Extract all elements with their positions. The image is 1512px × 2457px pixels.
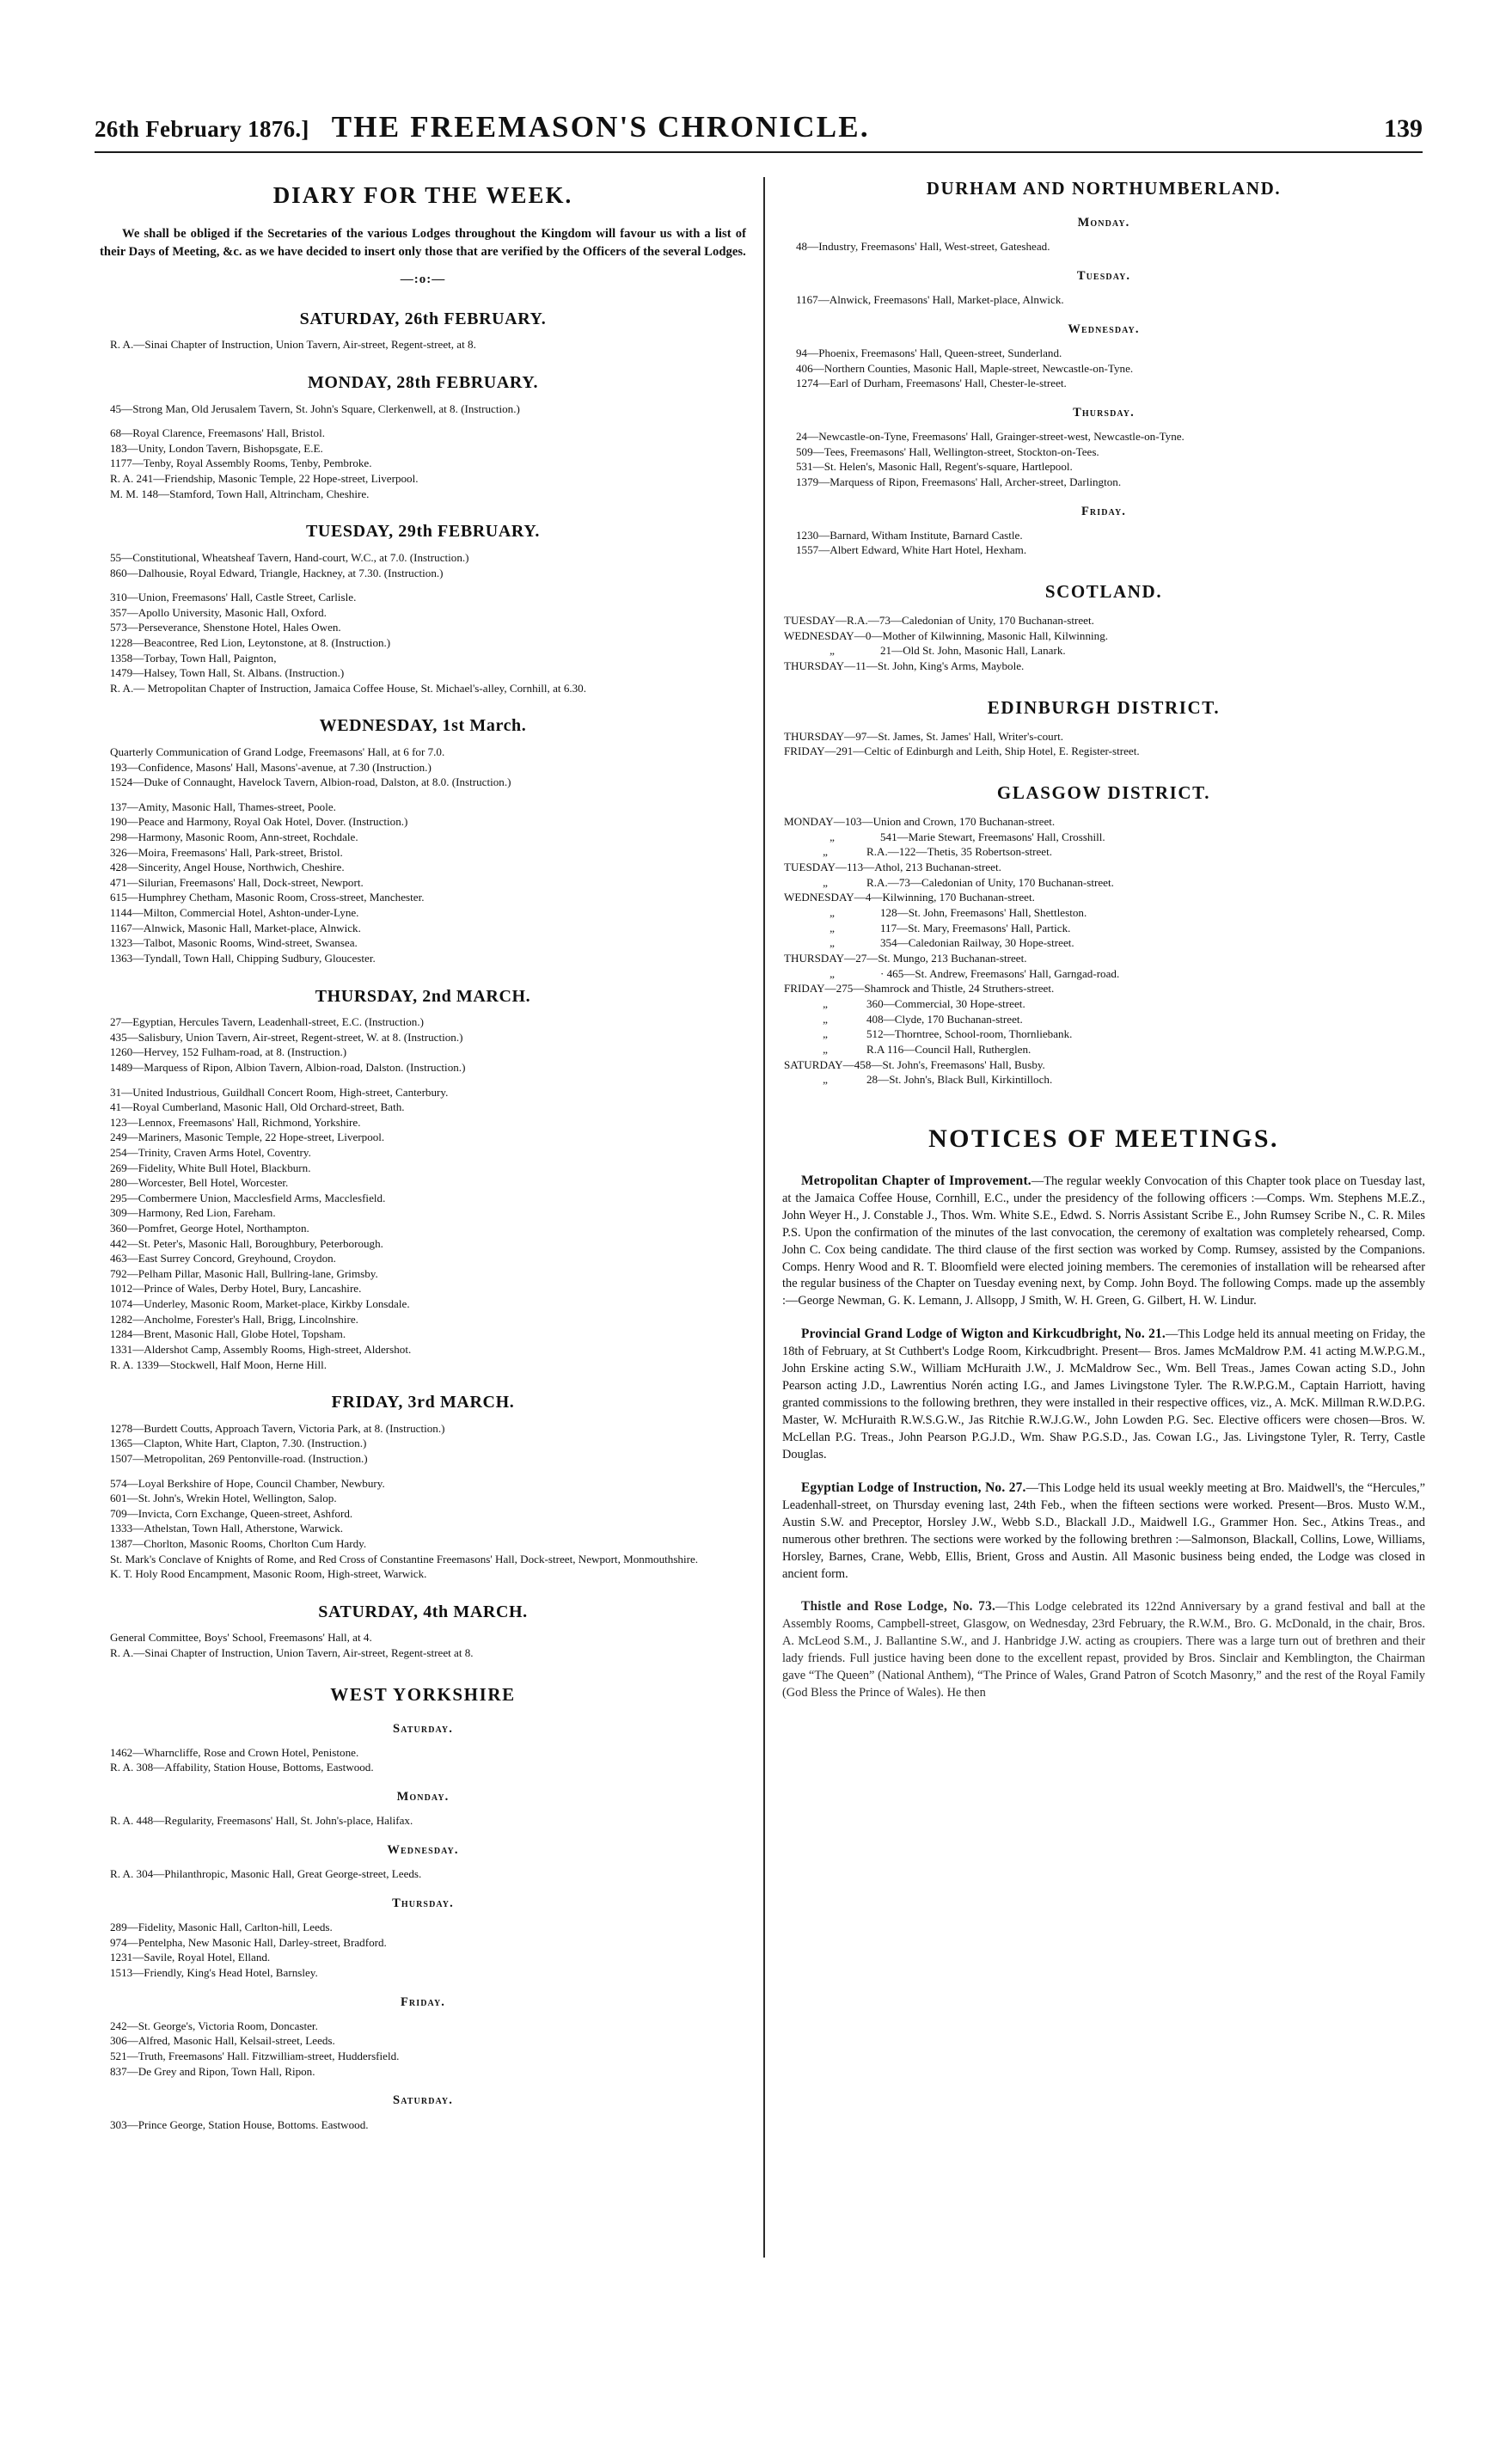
diary-entry-group	[96, 1630, 750, 1660]
diary-day-title: THURSDAY, 2nd MARCH.	[315, 986, 531, 1006]
notice-body: —The regular weekly Convocation of this Chapter took place on Tuesday last, at the Jamaica Coffee House, Cornhill, E.C., under the presidency of the following officers :—Comps. Wm. Stephens M.E.Z., John Weyer H., J. Constable J., Thos. Wm. White S.E., Edwd. S. Norris Assistant Scribe E., John Rumsey Scribe N., C. R. Miles P.S. Upon the confirmation of the minutes of the last convocation, the ceremony of exaltation was completely rehearsed, Comp. John C. Cox being candidate. The third clause of the first section was worked by Comp. Rumsey, assisted by the Companions. Comps. Henry Wood and R. T. Bloomfield were elected joining members. The ceremonies of installation will be rehearsed after the regular business of the Chapter on Tuesday evening next, by Comp. John Boyd. The following Comps. made up the assembly :—George Newman, G. K. Lemann, J. Allsopp, J Smith, W. H. Green, G. Gilbert, H. W. Lindur.	[782, 1173, 1425, 1308]
district-entry-text: 360—Commercial, 30 Hope-street.	[866, 996, 1025, 1010]
notice-article	[782, 1597, 1425, 1702]
lodge-entry: General Committee, Boys' School, Freemasons' Hall, at 4.	[110, 1631, 372, 1645]
lodge-entry: R. A.—Sinai Chapter of Instruction, Union Tavern, Air-street, Regent-street at 8.	[110, 1646, 474, 1659]
lodge-entry: 1167—Alnwick, Masonic Hall, Market-place, Alnwick.	[110, 921, 361, 934]
district-entry	[782, 659, 1425, 674]
edinburgh-title: EDINBURGH DISTRICT.	[987, 696, 1221, 718]
notices-title: NOTICES OF MEETINGS.	[928, 1124, 1279, 1153]
lodge-entry: 190—Peace and Harmony, Royal Oak Hotel, Dover. (Instruction.)	[110, 815, 408, 829]
lodge-entry: 123—Lennox, Freemasons' Hall, Richmond, Yorkshire.	[110, 1115, 361, 1129]
diary-entry-group	[96, 426, 750, 501]
lodge-entry: 615—Humphrey Chetham, Masonic Room, Cross-street, Manchester.	[110, 891, 425, 904]
diary-entry-group	[96, 1421, 750, 1467]
district-entry	[782, 613, 1425, 628]
lodge-entry: 27—Egyptian, Hercules Tavern, Leadenhall-street, E.C. (Instruction.)	[110, 1015, 424, 1029]
lodge-entry: 303—Prince George, Station House, Bottoms. Eastwood.	[110, 2117, 369, 2131]
district-day-label: „	[829, 921, 835, 934]
lodge-entry: R. A. 241—Friendship, Masonic Temple, 22 Hope-street, Liverpool.	[110, 472, 419, 486]
diary-title: DIARY FOR THE WEEK.	[272, 182, 573, 208]
lodge-entry: 1231—Savile, Royal Hotel, Elland.	[110, 1951, 271, 1964]
diary-intro-text: We shall be obliged if the Secretaries of the various Lodges throughout the Kingdom will favour us with a list of their Days of Meeting, &c. as we have decided to insert only those that are verified by the Officers of the several Lodges.	[100, 226, 746, 259]
lodge-entry: 31—United Industrious, Guildhall Concert Room, High-street, Canterbury.	[110, 1085, 449, 1099]
district-entry	[782, 966, 1425, 982]
district-day-label: „	[829, 644, 835, 658]
district-entry	[782, 996, 1425, 1012]
diary-day-title: SATURDAY, 4th MARCH.	[318, 1602, 528, 1621]
district-day-label: THURSDAY	[784, 659, 845, 672]
district-entry-text: 128—St. John, Freemasons' Hall, Shettleston.	[880, 905, 1087, 919]
lodge-entry: 1282—Ancholme, Forester's Hall, Brigg, Lincolnshire.	[110, 1312, 358, 1326]
lodge-entry: 55—Constitutional, Wheatsheaf Tavern, Hand-court, W.C., at 7.0. (Instruction.)	[110, 550, 469, 564]
district-day-label: TUESDAY	[784, 613, 836, 627]
lodge-entry: 435—Salisbury, Union Tavern, Air-street, Regent-street, W. at 8. (Instruction.)	[110, 1030, 463, 1044]
weekday-entry-list	[782, 239, 1425, 254]
lodge-entry: 41—Royal Cumberland, Masonic Hall, Old Orchard-street, Bath.	[110, 1100, 405, 1114]
district-day-label: WEDNESDAY	[784, 628, 854, 642]
lodge-entry: 521—Truth, Freemasons' Hall. Fitzwilliam-street, Huddersfield.	[110, 2050, 400, 2063]
lodge-entry: 792—Pelham Pillar, Masonic Hall, Bullring-lane, Grimsby.	[110, 1266, 378, 1280]
lodge-entry: 406—Northern Counties, Masonic Hall, Maple-street, Newcastle-on-Tyne.	[796, 361, 1134, 375]
district-day-label: THURSDAY	[784, 729, 845, 743]
lodge-entry: 242—St. George's, Victoria Room, Doncaster.	[110, 2019, 318, 2032]
glasgow-title: GLASGOW DISTRICT.	[996, 781, 1211, 803]
district-entry-text: R.A.—122—Thetis, 35 Robertson-street.	[866, 845, 1053, 859]
district-entry-text: —113—Athol, 213 Buchanan-street.	[835, 860, 1001, 873]
lodge-entry: 1524—Duke of Connaught, Havelock Tavern, Albion-road, Dalston, at 8.0. (Instruction.)	[110, 775, 511, 789]
district-entry-text: —0—Mother of Kilwinning, Masonic Hall, Kilwinning.	[854, 628, 1109, 642]
lodge-entry: 1557—Albert Edward, White Hart Hotel, Hexham.	[796, 543, 1027, 557]
district-entry	[782, 643, 1425, 659]
lodge-entry: 310—Union, Freemasons' Hall, Castle Street, Carlisle.	[110, 591, 357, 604]
scotland-title: SCOTLAND.	[1044, 581, 1163, 603]
lodge-entry: R. A. 304—Philanthropic, Masonic Hall, Great George-street, Leeds.	[110, 1867, 422, 1881]
diary-entry-group	[96, 337, 750, 352]
lodge-entry: 1489—Marquess of Ripon, Albion Tavern, Albion-road, Dalston. (Instruction.)	[110, 1060, 466, 1074]
district-entry-text: —103—Union and Crown, 170 Buchanan-street.	[833, 814, 1056, 828]
diary-day-title: WEDNESDAY, 1st March.	[319, 716, 527, 736]
lodge-entry: 298—Harmony, Masonic Room, Ann-street, Rochdale.	[110, 830, 358, 844]
weekday-entry-list	[96, 2117, 750, 2133]
notice-body: —This Lodge held its usual weekly meeting at Bro. Maidwell's, the “Hercules,” Leadenhall-street, on Thursday evening last, 24th Feb., when the fifteen sections were worked. Present—Bros. Musto W.M., Austin S.W. and Preceptor, Horsley J.W., Webb S.D., Blackall J.D., Maidwell I.G., Grammer Hon. Sec., Atkins Treas., and numerous other brethren. The sections were worked by the following brethren :—Salmonson, Blackall, Collins, Lowe, Williams, Horsley, Barnes, Crane, Webb, Ellis, Brient, Gross and Austin. All Masonic business being ended, the Lodge was closed in ancient form.	[782, 1480, 1426, 1581]
notice-lead: Provincial Grand Lodge of Wigton and Kirkcudbright, No. 21.	[801, 1327, 1166, 1342]
page-number: 139	[1384, 114, 1423, 143]
notice-lead: Metropolitan Chapter of Improvement.	[801, 1173, 1031, 1188]
lodge-entry: 269—Fidelity, White Bull Hotel, Blackburn.	[110, 1161, 311, 1174]
district-entry	[782, 921, 1425, 936]
lodge-entry: 860—Dalhousie, Royal Edward, Triangle, Hackney, at 7.30. (Instruction.)	[110, 566, 444, 579]
district-day-label: „	[823, 1012, 828, 1026]
district-entry	[782, 875, 1425, 891]
scotland-entry-list	[782, 613, 1425, 674]
glasgow-container	[782, 814, 1425, 1088]
lodge-entry: 1167—Alnwick, Freemasons' Hall, Market-place, Alnwick.	[796, 293, 1064, 307]
district-entry-text: · 465—St. Andrew, Freemasons' Hall, Garngad-road.	[880, 966, 1120, 980]
weekday-subheading: Wednesday.	[387, 1842, 459, 1857]
district-entry-text: 28—St. John's, Black Bull, Kirkintilloch.	[866, 1073, 1053, 1087]
lodge-entry: 309—Harmony, Red Lion, Fareham.	[110, 1206, 276, 1220]
durham-container	[782, 215, 1425, 558]
masthead-rule	[95, 151, 1423, 153]
diary-entry-group	[96, 550, 750, 580]
diary-entry-group	[96, 1085, 750, 1373]
diary-entry-group	[96, 1476, 750, 1582]
notice-article	[782, 1172, 1425, 1311]
district-entry-text: R.A 116—Council Hall, Rutherglen.	[866, 1042, 1031, 1056]
publication-title: THE FREEMASON'S CHRONICLE.	[331, 110, 870, 144]
lodge-entry: 360—Pomfret, George Hotel, Northampton.	[110, 1222, 309, 1235]
edinburgh-entry-list	[782, 729, 1425, 759]
lodge-entry: 45—Strong Man, Old Jerusalem Tavern, St. John's Square, Clerkenwell, at 8. (Instruction.)	[110, 401, 520, 415]
lodge-entry: R. A. 1339—Stockwell, Half Moon, Herne Hill.	[110, 1357, 327, 1371]
right-column	[782, 175, 1425, 1717]
district-entry	[782, 981, 1425, 996]
district-day-label: „	[829, 936, 835, 950]
lodge-entry: R. A.—Sinai Chapter of Instruction, Union Tavern, Air-street, Regent-street, at 8.	[110, 338, 476, 352]
diary-day-title: TUESDAY, 29th FEBRUARY.	[305, 522, 541, 542]
weekday-subheading: Monday.	[396, 1790, 450, 1804]
district-day-label: FRIDAY	[784, 982, 825, 996]
masthead	[95, 110, 1423, 144]
notice-lead: Thistle and Rose Lodge, No. 73.	[801, 1599, 996, 1615]
lodge-entry: M. M. 148—Stamford, Town Hall, Altrincham, Cheshire.	[110, 487, 370, 500]
lodge-entry: R. A.— Metropolitan Chapter of Instruction, Jamaica Coffee House, St. Michael's-alley, Cornhill, at 6.30.	[110, 681, 587, 695]
diary-day-title: MONDAY, 28th FEBRUARY.	[307, 373, 539, 393]
lodge-entry: 68—Royal Clarence, Freemasons' Hall, Bristol.	[110, 426, 326, 440]
lodge-entry: 306—Alfred, Masonic Hall, Kelsail-street, Leeds.	[110, 2034, 335, 2048]
weekday-entry-list	[96, 1920, 750, 1980]
weekday-subheading: Thursday.	[392, 1896, 454, 1910]
district-day-label: „	[829, 966, 835, 980]
scotland-container	[782, 613, 1425, 674]
weekday-subheading: Tuesday.	[1076, 268, 1131, 283]
weekday-entry-list	[782, 528, 1425, 558]
lodge-entry: 1479—Halsey, Town Hall, St. Albans. (Instruction.)	[110, 666, 345, 680]
lodge-entry: R. A. 448—Regularity, Freemasons' Hall, St. John's-place, Halifax.	[110, 1814, 413, 1828]
district-entry-text: 512—Thorntree, School-room, Thornliebank.	[866, 1027, 1073, 1041]
glasgow-entry-list	[782, 814, 1425, 1088]
district-entry	[782, 951, 1425, 966]
district-entry-text: R.A.—73—Caledonian of Unity, 170 Buchanan-street.	[866, 875, 1114, 889]
notice-article	[782, 1479, 1425, 1584]
diary-entry-group	[96, 744, 750, 790]
district-entry-text: —97—St. James, St. James' Hall, Writer's-court.	[844, 729, 1063, 743]
weekday-entry-list	[782, 346, 1425, 391]
diary-day-title: FRIDAY, 3rd MARCH.	[331, 1393, 515, 1412]
column-divider-rule	[763, 177, 765, 2258]
lodge-entry: 837—De Grey and Ripon, Town Hall, Ripon.	[110, 2064, 315, 2078]
lodge-entry: 137—Amity, Masonic Hall, Thames-street, Poole.	[110, 800, 336, 813]
district-entry-text: —11—St. John, King's Arms, Maybole.	[844, 659, 1025, 672]
lodge-entry: 1365—Clapton, White Hart, Clapton, 7.30. (Instruction.)	[110, 1437, 367, 1450]
lodge-entry: 574—Loyal Berkshire of Hope, Council Chamber, Newbury.	[110, 1476, 385, 1490]
lodge-entry: 280—Worcester, Bell Hotel, Worcester.	[110, 1176, 289, 1190]
lodge-entry: 94—Phoenix, Freemasons' Hall, Queen-street, Sunderland.	[796, 346, 1062, 359]
west-yorkshire-title: WEST YORKSHIRE	[330, 1683, 516, 1705]
lodge-entry: 1462—Wharncliffe, Rose and Crown Hotel, Penistone.	[110, 1745, 359, 1759]
lodge-entry: 254—Trinity, Craven Arms Hotel, Coventry.	[110, 1145, 311, 1159]
lodge-entry: 1284—Brent, Masonic Hall, Globe Hotel, Topsham.	[110, 1327, 346, 1341]
notice-article	[782, 1325, 1425, 1464]
district-entry-text: 117—St. Mary, Freemasons' Hall, Partick.	[880, 921, 1071, 934]
diary-days-container	[96, 308, 750, 1661]
diary-entry-group	[96, 800, 750, 966]
district-day-label: „	[829, 905, 835, 919]
lodge-entry: 1177—Tenby, Royal Assembly Rooms, Tenby, Pembroke.	[110, 456, 372, 470]
district-entry	[782, 1026, 1425, 1042]
district-entry-text: —27—St. Mungo, 213 Buchanan-street.	[844, 951, 1027, 965]
district-entry	[782, 1012, 1425, 1027]
diary-day-title: SATURDAY, 26th FEBRUARY.	[299, 309, 547, 328]
weekday-subheading: Friday.	[400, 1994, 446, 2009]
lodge-entry: 1144—Milton, Commercial Hotel, Ashton-under-Lyne.	[110, 906, 359, 920]
diary-entry-group	[96, 401, 750, 417]
weekday-entry-list	[96, 2019, 750, 2079]
lodge-entry: 471—Silurian, Freemasons' Hall, Dock-street, Newport.	[110, 875, 364, 889]
weekday-entry-list	[782, 429, 1425, 489]
district-day-label: „	[829, 830, 835, 843]
lodge-entry: 531—St. Helen's, Masonic Hall, Regent's-square, Hartlepool.	[796, 460, 1073, 474]
lodge-entry: 1230—Barnard, Witham Institute, Barnard Castle.	[796, 528, 1023, 542]
lodge-entry: 442—St. Peter's, Masonic Hall, Boroughbury, Peterborough.	[110, 1236, 383, 1250]
weekday-entry-list	[96, 1745, 750, 1775]
lodge-entry: 24—Newcastle-on-Tyne, Freemasons' Hall, Grainger-street-west, Newcastle-on-Tyne.	[796, 430, 1185, 444]
district-entry	[782, 729, 1425, 744]
notice-lead: Egyptian Lodge of Instruction, No. 27.	[801, 1480, 1026, 1495]
diary-entry-group	[96, 1014, 750, 1075]
district-entry-text: —4—Kilwinning, 170 Buchanan-street.	[854, 891, 1035, 904]
district-day-label: WEDNESDAY	[784, 891, 854, 904]
district-day-label: „	[823, 1027, 828, 1041]
district-entry	[782, 844, 1425, 860]
lodge-entry: 357—Apollo University, Masonic Hall, Oxford.	[110, 605, 327, 619]
lodge-entry: Quarterly Communication of Grand Lodge, Freemasons' Hall, at 6 for 7.0.	[110, 744, 445, 758]
district-entry-text: —291—Celtic of Edinburgh and Leith, Ship Hotel, E. Register-street.	[824, 744, 1140, 758]
district-entry	[782, 1057, 1425, 1073]
lodge-entry: 183—Unity, London Tavern, Bishopsgate, E.E.	[110, 441, 323, 455]
district-entry-text: —458—St. John's, Freemasons' Hall, Busby.	[842, 1057, 1045, 1071]
district-entry-text: —275—Shamrock and Thistle, 24 Struthers-street.	[824, 982, 1055, 996]
lodge-entry: 1012—Prince of Wales, Derby Hotel, Bury, Lancashire.	[110, 1282, 362, 1296]
diary-entry-group	[96, 590, 750, 695]
lodge-entry: 1274—Earl of Durham, Freemasons' Hall, Chester-le-street.	[796, 377, 1067, 390]
district-day-label: TUESDAY	[784, 860, 836, 873]
lodge-entry: 1358—Torbay, Town Hall, Paignton,	[110, 651, 277, 665]
lodge-entry: 509—Tees, Freemasons' Hall, Wellington-street, Stockton-on-Tees.	[796, 444, 1099, 458]
lodge-entry: K. T. Holy Rood Encampment, Masonic Room, High-street, Warwick.	[110, 1567, 427, 1581]
weekday-subheading: Thursday.	[1073, 405, 1135, 420]
lodge-entry: 1260—Hervey, 152 Fulham-road, at 8. (Instruction.)	[110, 1045, 347, 1059]
district-entry-text: 541—Marie Stewart, Freemasons' Hall, Crosshill.	[880, 830, 1105, 843]
district-entry	[782, 830, 1425, 845]
durham-title: DURHAM AND NORTHUMBERLAND.	[926, 178, 1282, 199]
diary-intro	[100, 225, 746, 261]
lodge-entry: 463—East Surrey Concord, Greyhound, Croydon.	[110, 1252, 336, 1265]
district-day-label: THURSDAY	[784, 951, 845, 965]
weekday-entry-list	[96, 1866, 750, 1882]
lodge-entry: 1228—Beacontree, Red Lion, Leytonstone, at 8. (Instruction.)	[110, 635, 391, 649]
district-entry-text: 408—Clyde, 170 Buchanan-street.	[866, 1012, 1023, 1026]
district-entry	[782, 890, 1425, 905]
weekday-subheading: Saturday.	[393, 1721, 453, 1736]
section-divider: —:o:—	[400, 272, 446, 286]
weekday-entry-list	[782, 292, 1425, 308]
west-yorkshire-container	[96, 1721, 750, 2133]
notice-body: —This Lodge held its annual meeting on Friday, the 18th of February, at St Cuthbert's Lodge Room, Kirkcudbright. Present— Bros. James McMaldrow P.M. 41 acting M.W.P.G.M., John Erskine acting S.W., William McHuraith J.W., J. McMaldrow Sec., Wm. Bell Treas., James Cowan acting S.D., John Pearson acting J.D., Lawrentius Norén acting I.G., and James Livingstone Tyler. The R.W.P.G.M., Captain Harriott, having granted commissions to the following brethren, they were installed in their respective offices, viz., A. McK. Millman R.W.D.P.G. Master, W. McHuraith R.W.S.G.W., Jas Ritchie R.W.J.G.W., John Lowden P.G. Sec. Elective officers were chosen—Bros. W. McLellan P.G. Treas., John Pearson P.G.J.D., Wm. Shaw P.G.S.D., Jas. Cowan I.G., Jas. Livingstone Tyler, R. Terry, Castle Douglas.	[782, 1327, 1426, 1461]
district-entry	[782, 935, 1425, 951]
lodge-entry: St. Mark's Conclave of Knights of Rome, and Red Cross of Constantine Freemasons' Hall, Dock-street, Newport, Monmouthshire.	[110, 1552, 699, 1565]
lodge-entry: 289—Fidelity, Masonic Hall, Carlton-hill, Leeds.	[110, 1921, 333, 1934]
notices-container	[782, 1172, 1425, 1702]
left-column	[96, 175, 750, 2135]
lodge-entry: 1331—Aldershot Camp, Assembly Rooms, High-street, Aldershot.	[110, 1342, 412, 1356]
weekday-subheading: Monday.	[1077, 215, 1130, 230]
district-entry	[782, 628, 1425, 644]
lodge-entry: 1507—Metropolitan, 269 Pentonville-road. (Instruction.)	[110, 1451, 368, 1465]
weekday-subheading: Friday.	[1080, 504, 1127, 518]
district-day-label: „	[823, 875, 828, 889]
lodge-entry: 249—Mariners, Masonic Temple, 22 Hope-street, Liverpool.	[110, 1130, 385, 1144]
district-day-label: FRIDAY	[784, 744, 825, 758]
district-entry	[782, 905, 1425, 921]
lodge-entry: 326—Moira, Freemasons' Hall, Park-street, Bristol.	[110, 845, 343, 859]
lodge-entry: 428—Sincerity, Angel House, Northwich, Cheshire.	[110, 861, 345, 874]
lodge-entry: 601—St. John's, Wrekin Hotel, Wellington, Salop.	[110, 1492, 337, 1505]
lodge-entry: R. A. 308—Affability, Station House, Bottoms, Eastwood.	[110, 1761, 374, 1774]
district-day-label: SATURDAY	[784, 1057, 843, 1071]
district-entry	[782, 744, 1425, 759]
district-day-label: „	[823, 996, 828, 1010]
district-entry	[782, 860, 1425, 875]
weekday-subheading: Wednesday.	[1068, 322, 1140, 336]
district-day-label: MONDAY	[784, 814, 834, 828]
lodge-entry: 1074—Underley, Masonic Room, Market-place, Kirkby Lonsdale.	[110, 1297, 410, 1311]
lodge-entry: 48—Industry, Freemasons' Hall, West-street, Gateshead.	[796, 240, 1050, 254]
district-entry	[782, 1042, 1425, 1057]
lodge-entry: 709—Invicta, Corn Exchange, Queen-street, Ashford.	[110, 1506, 353, 1520]
lodge-entry: 193—Confidence, Masons' Hall, Masons'-avenue, at 7.30 (Instruction.)	[110, 760, 432, 774]
weekday-entry-list	[96, 1813, 750, 1829]
district-entry-text: 21—Old St. John, Masonic Hall, Lanark.	[880, 644, 1066, 658]
district-entry-text: 354—Caledonian Railway, 30 Hope-street.	[880, 936, 1074, 950]
lodge-entry: 1333—Athelstan, Town Hall, Atherstone, Warwick.	[110, 1522, 344, 1535]
issue-date: 26th February 1876.]	[95, 116, 309, 142]
district-day-label: „	[823, 845, 828, 859]
lodge-entry: 295—Combermere Union, Macclesfield Arms, Macclesfield.	[110, 1191, 386, 1204]
district-entry	[782, 814, 1425, 830]
lodge-entry: 1379—Marquess of Ripon, Freemasons' Hall, Archer-street, Darlington.	[796, 475, 1122, 488]
edinburgh-container	[782, 729, 1425, 759]
weekday-subheading: Saturday.	[393, 2093, 453, 2108]
district-day-label: „	[823, 1042, 828, 1056]
lodge-entry: 1363—Tyndall, Town Hall, Chipping Sudbury, Gloucester.	[110, 951, 376, 965]
district-day-label: „	[823, 1073, 828, 1087]
lodge-entry: 1513—Friendly, King's Head Hotel, Barnsley.	[110, 1965, 318, 1979]
lodge-entry: 573—Perseverance, Shenstone Hotel, Hales Owen.	[110, 621, 341, 634]
lodge-entry: 1387—Chorlton, Masonic Rooms, Chorlton Cum Hardy.	[110, 1536, 367, 1550]
lodge-entry: 1323—Talbot, Masonic Rooms, Wind-street, Swansea.	[110, 936, 358, 950]
lodge-entry: 974—Pentelpha, New Masonic Hall, Darley-street, Bradford.	[110, 1935, 387, 1949]
district-entry-text: —R.A.—73—Caledonian of Unity, 170 Buchanan-street.	[835, 613, 1094, 627]
district-entry	[782, 1072, 1425, 1088]
notice-body: —This Lodge celebrated its 122nd Anniversary by a grand festival and ball at the Assembly Rooms, Campbell-street, Glasgow, on Wednesday, 23rd February, the R.W.M., Bro. G. McDonald, in the chair, Bros. A. McLeod S.M., J. Ballantine S.W., and J. Hanbridge J.W. acting as croupiers. There was a large turn out of brethren and their lady friends. Full justice having been done to the excellent repast, provided by Bros. Sinclair and Kemblington, the Chairman gave “The Queen” (National Anthem), “The Prince of Wales, Grand Patron of Scotch Masonry,” and the rest of the Royal Family (God Bless the Prince of Wales). He then	[782, 1600, 1425, 1700]
lodge-entry: 1278—Burdett Coutts, Approach Tavern, Victoria Park, at 8. (Instruction.)	[110, 1421, 445, 1435]
